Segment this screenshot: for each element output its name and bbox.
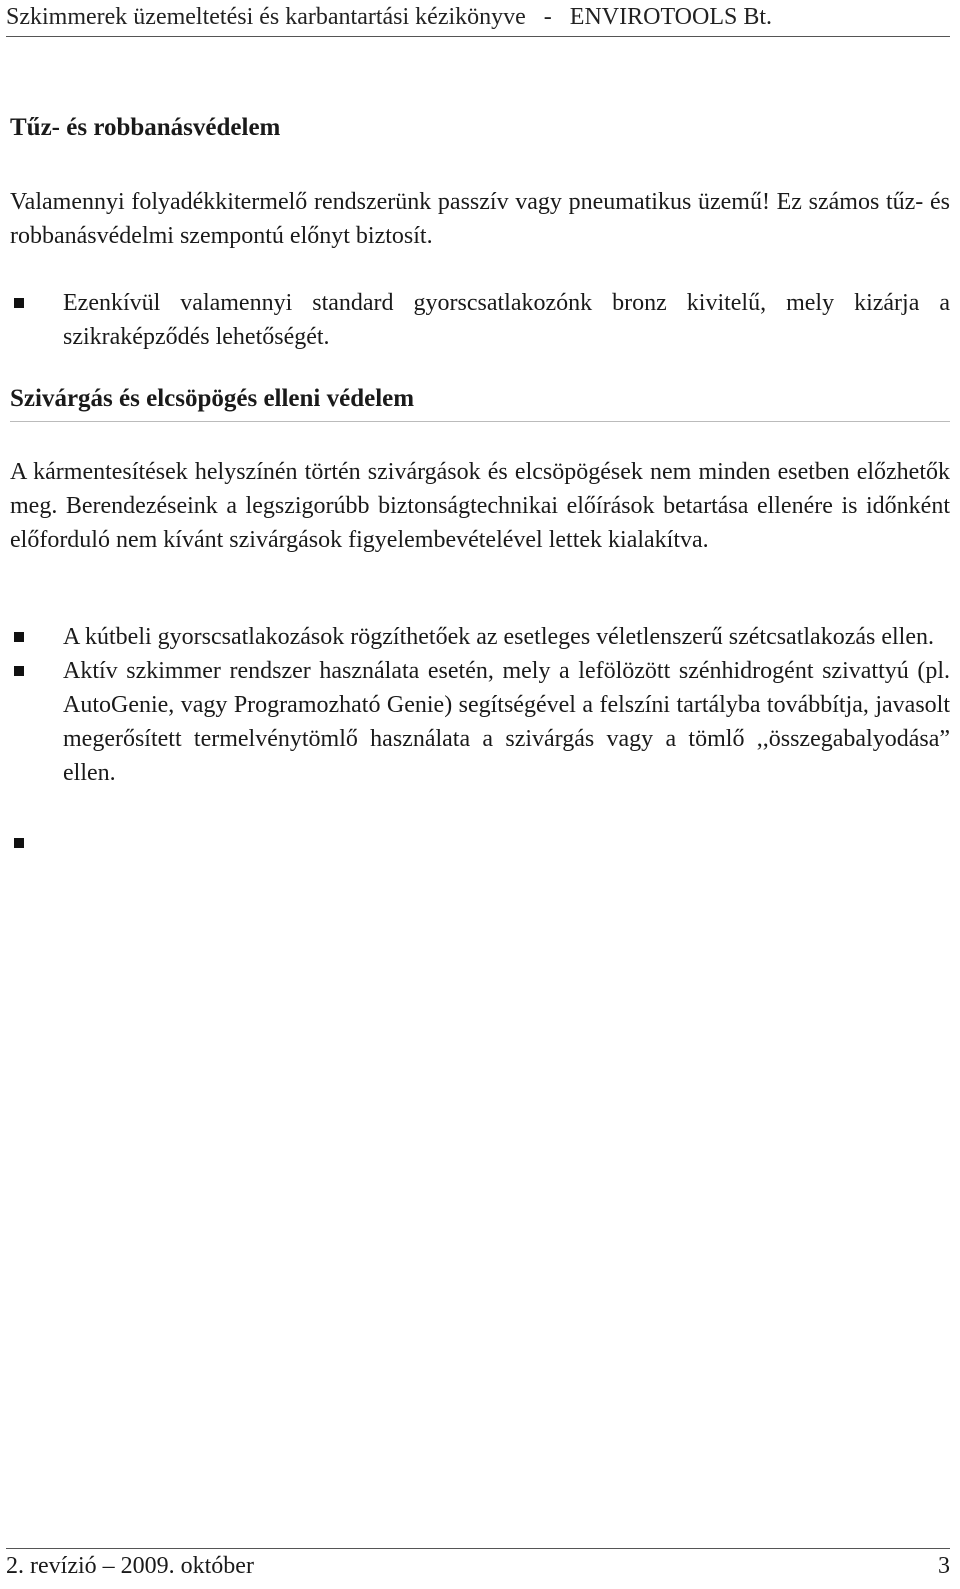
header-title: Szkimmerek üzemeltetési és karbantartási kézikönyve <box>6 4 526 30</box>
list-item-text: A kútbeli gyorscsatlakozások rögzíthetőek az esetleges véletlenszerű szétcsatlakozás ellen. <box>63 624 934 650</box>
page-number: 3 <box>938 1553 950 1579</box>
list-item-text: Aktív szkimmer rendszer használata esetén, mely a lefölözött szénhidrogént szivattyú (pl. AutoGenie, vagy Programozható Genie) segítségével a felszíni tartályba továbbítja, javasolt megerősített termelvénytömlő használata a szivárgás vagy a tömlő ,,összegabalyodása” ellen. <box>63 658 950 786</box>
section-paragraph-leak-protection: A kármentesítések helyszínén történ szivárgások és elcsöpögések nem minden esetben előzhetők meg. Berendezéseink a legszigorúbb biztonságtechnikai előírások betartása ellenére is időnként előforduló nem kívánt szivárgások figyelembevételével lettek kialakítva. <box>10 459 950 553</box>
header-company: ENVIROTOOLS Bt. <box>569 4 773 30</box>
header-separator: - <box>543 4 552 30</box>
section-heading-leak-protection: Szivárgás és elcsöpögés elleni védelem <box>10 385 950 422</box>
section-paragraph-fire-protection: Valamennyi folyadékkitermelő rendszerünk passzív vagy pneumatikus üzemű! Ez számos tűz- és robbanásvédelmi szempontú előnyt biztosít. <box>10 189 950 249</box>
list-item <box>10 654 950 790</box>
square-bullet-icon <box>14 838 24 848</box>
bullet-list-fire-protection <box>10 286 950 354</box>
square-bullet-icon <box>14 632 24 642</box>
page-footer <box>6 1548 950 1581</box>
section-heading-fire-protection: Tűz- és robbanásvédelem <box>10 114 281 141</box>
page-header <box>6 2 950 37</box>
list-item <box>10 286 950 354</box>
square-bullet-icon <box>14 666 24 676</box>
bullet-list-leak-protection <box>10 620 950 790</box>
list-item-text: Ezenkívül valamennyi standard gyorscsatlakozónk bronz kivitelű, mely kizárja a szikraképződés lehetőségét. <box>63 290 950 350</box>
square-bullet-icon <box>14 298 24 308</box>
footer-revision: 2. revízió – 2009. október <box>6 1553 254 1579</box>
list-item <box>10 620 950 654</box>
